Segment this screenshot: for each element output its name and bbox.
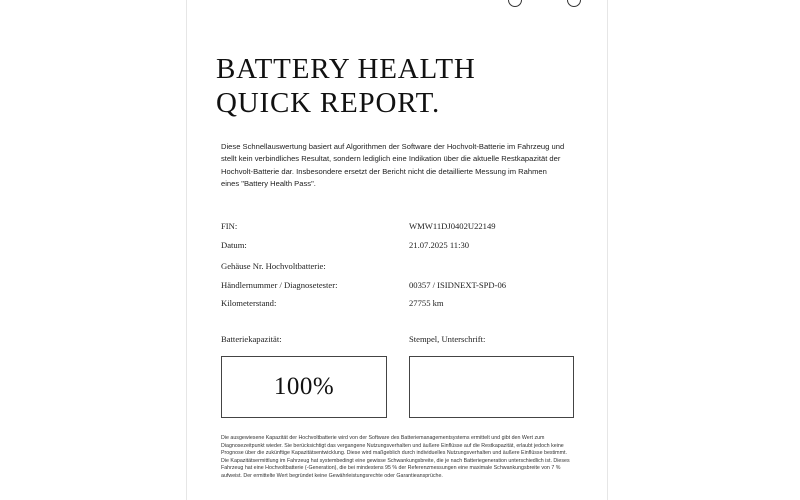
housing-number-label: Gehäuse Nr. Hochvoltbatterie:: [221, 261, 326, 271]
intro-paragraph: Diese Schnellauswertung basiert auf Algorithmen der Software der Hochvolt-Batterie im Fahrzeug und stellt kein verbindliches Resultat, sondern lediglich eine Indikation über die aktuelle Restkapazität der Hochvolt-Batterie dar. Insbesondere ersetzt der Bericht nicht die detaillierte Messung im Rahmen eines "Battery Health Pass".: [221, 142, 565, 188]
date-label: Datum:: [221, 240, 247, 250]
fin-label: FIN:: [221, 221, 238, 231]
report-title-line-2: QUICK REPORT.: [216, 87, 441, 119]
report-title: [216, 52, 476, 120]
footnote-disclaimer: Die ausgewiesene Kapazität der Hochvoltbatterie wird von der Software des Batteriemanagementsystems ermittelt und gibt den Wert zum Diagnosezeitpunkt wieder. Sie berücksichtigt das vergangene Nutzungsverhalten und äußere Einflüsse auf die Restkapazität, erlaubt jedoch keine Prognose über die zukünftige Kapazitätsentwicklung. Diese wird maßgeblich durch individuelles Nutzungsverhalten und äußere Einflüsse bestimmt. Die Kapazitätsermittlung im Fahrzeug hat systembedingt eine gewisse Schwankungsbreite, die je nach Batteriegeneration unterschiedlich ist. Dieses Fahrzeug hat eine Hochvoltbatterie (-Generation), die bei mindestens 95 % der Referenzmessungen eine maximale Schwankungsbreite von 7 % aufweist. Der ermittelte Wert begründet keine Gewährleistungsrechte oder Garantieansprüche.: [221, 435, 570, 479]
stamp-signature-box: [409, 356, 574, 418]
capacity-value: 100%: [273, 373, 335, 400]
mileage-label: Kilometerstand:: [221, 298, 277, 308]
capacity-label: Batteriekapazität:: [221, 334, 282, 344]
stamp-label: Stempel, Unterschrift:: [409, 334, 486, 344]
date-value: 21.07.2025 11:30: [409, 240, 470, 250]
dealer-number-value: 00357 / ISIDNEXT-SPD-06: [409, 280, 507, 290]
capacity-box: [221, 356, 387, 418]
dealer-number-label: Händlernummer / Diagnosetester:: [221, 280, 338, 290]
report-title-line-1: BATTERY HEALTH: [216, 53, 476, 85]
mileage-value: 27755 km: [409, 298, 444, 308]
fin-value: WMW11DJ0402U22149: [409, 221, 496, 231]
